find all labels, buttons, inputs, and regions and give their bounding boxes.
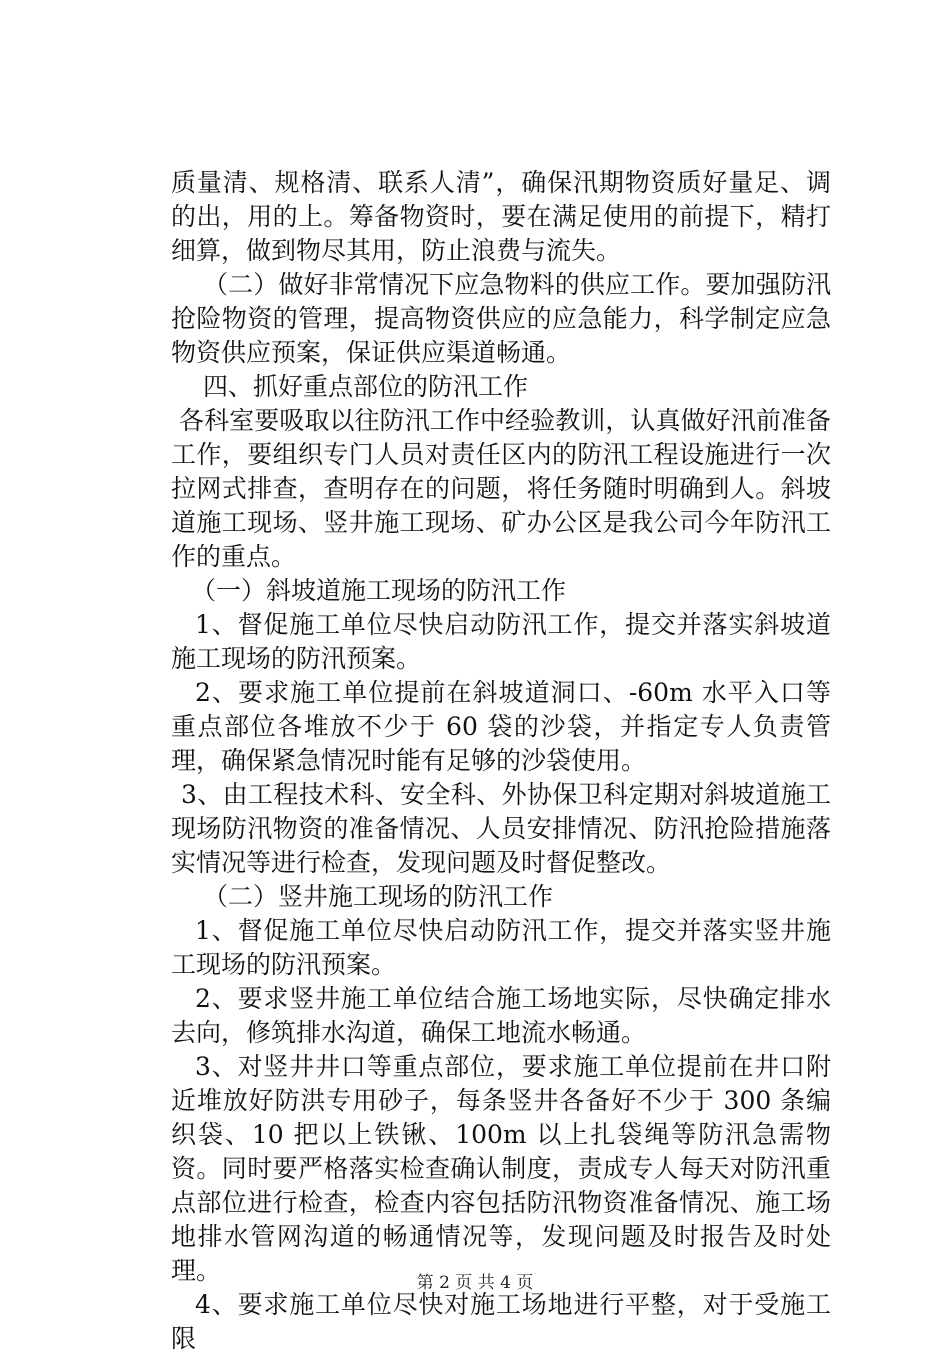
list-item-ramp-2: 2、要求施工单位提前在斜坡道洞口、-60m 水平入口等重点部位各堆放不少于 60 袋的沙袋，并指定专人负责管理，确保紧急情况时能有足够的沙袋使用。 [171, 678, 831, 775]
list-item-shaft-3: 3、对竖井井口等重点部位，要求施工单位提前在井口附近堆放好防洪专用砂子，每条竖井各备好不少于 300 条编织袋、10 把以上铁锹、100m 以上扎袋绳等防汛急需物资。同时要严格落实检查确认制度，责成专人每天对防汛重点部位进行检查，检查内容包括防汛物资准备情况、施工场地排水管网沟道的畅通情况等，发现问题及时报告及时处理。 [171, 1052, 831, 1285]
list-item-shaft-2: 2、要求竖井施工单位结合施工场地实际，尽快确定排水去向，修筑排水沟道，确保工地流水畅通。 [171, 984, 831, 1047]
list-item-shaft-4: 4、要求施工单位尽快对施工场地进行平整，对于受施工限 [171, 1290, 831, 1353]
page-number-footer: 第 2 页 共 4 页 [416, 1273, 534, 1293]
list-item-ramp-1: 1、督促施工单位尽快启动防汛工作，提交并落实斜坡道施工现场的防汛预案。 [171, 610, 831, 673]
paragraph-emergency-supply: （二）做好非常情况下应急物料的供应工作。要加强防汛抢险物资的管理，提高物资供应的应急能力，科学制定应急物资供应预案，保证供应渠道畅通。 [171, 270, 831, 367]
document-body [171, 166, 831, 1356]
paragraph-departments-intro: 各科室要吸取以往防汛工作中经验教训，认真做好汛前准备工作，要组织专门人员对责任区内的防汛工程设施进行一次拉网式排查，查明存在的问题，将任务随时明确到人。斜坡道施工现场、竖井施工现场、矿办公区是我公司今年防汛工作的重点。 [171, 406, 831, 571]
section-heading-key-locations: 四、抓好重点部位的防汛工作 [203, 372, 529, 401]
list-item-ramp-3: 3、由工程技术科、安全科、外协保卫科定期对斜坡道施工现场防汛物资的准备情况、人员安排情况、防汛抢险措施落实情况等进行检查，发现问题及时督促整改。 [171, 780, 831, 877]
list-item-shaft-1: 1、督促施工单位尽快启动防汛工作，提交并落实竖井施工现场的防汛预案。 [171, 916, 831, 979]
subheading-shaft-site: （二）竖井施工现场的防汛工作 [203, 882, 554, 911]
subheading-ramp-site: （一）斜坡道施工现场的防汛工作 [191, 576, 567, 605]
paragraph-materials-continued: 质量清、规格清、联系人清”，确保汛期物资质好量足、调的出，用的上。筹备物资时，要在满足使用的前提下，精打细算，做到物尽其用，防止浪费与流失。 [171, 168, 831, 265]
